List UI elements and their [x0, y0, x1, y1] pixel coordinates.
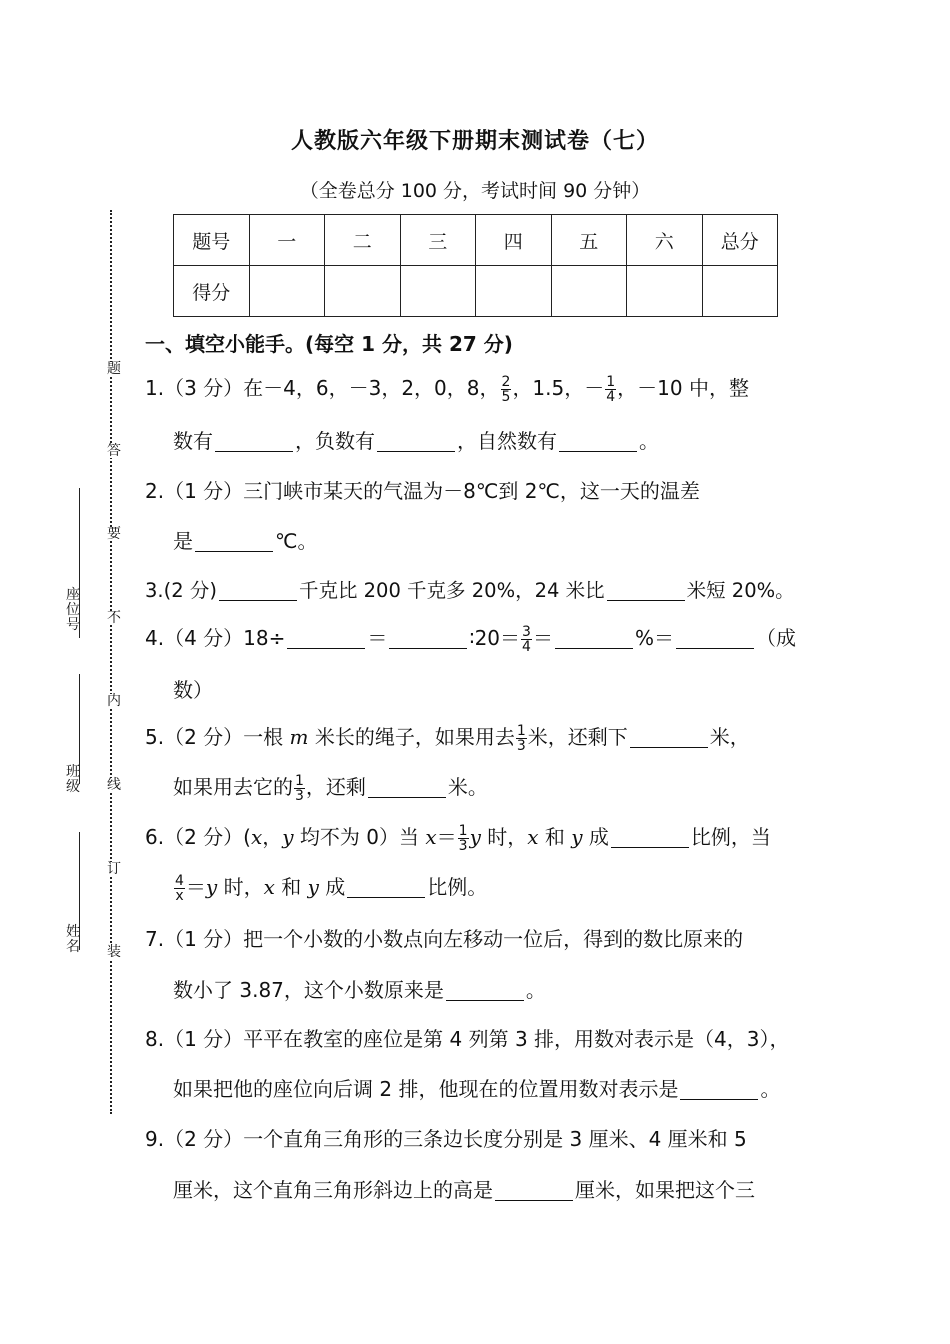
question-6-line-1: 6.（2 分）(x，y 均不为 0）当 x＝ $\frac{1}{3}$ y 时，x 和 y 成 比例，当 [145, 823, 771, 854]
score-header-cell: 总分 [702, 215, 778, 266]
answer-blank[interactable] [676, 626, 754, 649]
class-label: 班级 [66, 764, 80, 795]
question-9-line-2: 厘米，这个直角三角形斜边上的高是 厘米，如果把这个三 [173, 1178, 755, 1202]
answer-blank[interactable] [219, 578, 297, 601]
score-cell[interactable] [476, 266, 552, 317]
name-label: 姓名 [66, 924, 80, 955]
score-cell[interactable] [627, 266, 703, 317]
score-table-score-row [174, 266, 778, 317]
question-7-line-2: 数小了 3.87，这个小数原来是 。 [173, 978, 546, 1002]
score-header-cell: 五 [551, 215, 627, 266]
answer-blank[interactable] [611, 825, 689, 848]
answer-blank[interactable] [446, 978, 524, 1001]
question-8-line-1: 8.（1 分）平平在教室的座位是第 4 列第 3 排，用数对表示是（4，3）， [145, 1027, 790, 1051]
score-cell[interactable] [702, 266, 778, 317]
answer-blank[interactable] [630, 725, 708, 748]
binding-char: 线 [104, 778, 124, 792]
question-7-line-1: 7.（1 分）把一个小数的小数点向左移动一位后，得到的数比原来的 [145, 927, 744, 951]
question-3: 3.(2 分) 千克比 200 千克多 20%，24 米比 米短 20%。 [145, 579, 795, 602]
score-header-cell: 题号 [174, 215, 250, 266]
question-5-line-1: 5.（2 分）一根 m 米长的绳子，如果用去 $\frac{1}{3}$ 米，还剩下 米， [145, 723, 750, 754]
question-4-line-1: 4.（4 分）18÷ ＝ ∶20＝ $\frac{3}{4}$ ＝ %＝ （成 [145, 624, 796, 655]
answer-blank[interactable] [195, 529, 273, 552]
score-cell[interactable] [325, 266, 401, 317]
question-5-line-2: 如果用去它的 $\frac{1}{3}$ ，还剩 米。 [173, 773, 488, 804]
score-table [173, 214, 778, 317]
fraction: $\frac{1}{3}$ [458, 823, 468, 854]
binding-char: 装 [104, 945, 124, 959]
binding-char: 内 [104, 694, 124, 708]
question-1-line-2: 数有 ，负数有 ，自然数有 。 [173, 429, 659, 453]
answer-blank[interactable] [287, 626, 365, 649]
seat-number-label: 座位号 [66, 587, 80, 633]
page-title: 人教版六年级下册期末测试卷（七） [290, 129, 659, 154]
answer-blank[interactable] [347, 875, 425, 898]
score-header-cell: 一 [249, 215, 325, 266]
fraction: $\frac{3}{4}$ [522, 624, 531, 655]
score-header-cell: 四 [476, 215, 552, 266]
score-cell[interactable] [249, 266, 325, 317]
answer-blank[interactable] [607, 578, 685, 601]
question-8-line-2: 如果把他的座位向后调 2 排，他现在的位置用数对表示是 。 [173, 1077, 781, 1101]
question-4-line-2: 数） [173, 678, 213, 702]
score-header-cell: 二 [325, 215, 401, 266]
question-2-line-2: 是 ℃。 [173, 529, 318, 553]
score-cell[interactable] [400, 266, 476, 317]
question-1-line-1: 1.（3 分）在－4，6，－3，2，0，8， $\frac{2}{5}$ ，1.5，－ $\frac{1}{4}$ ，－10 中，整 [145, 374, 749, 405]
question-6-line-2: $\frac{4}{x}$ ＝y 时，x 和 y 成 比例。 [175, 873, 488, 904]
answer-blank[interactable] [555, 626, 633, 649]
binding-char: 要 [104, 527, 124, 541]
score-header-cell: 三 [400, 215, 476, 266]
binding-char: 不 [104, 611, 124, 625]
answer-blank[interactable] [680, 1077, 758, 1100]
fraction: $\frac{1}{3}$ [295, 773, 304, 804]
answer-blank[interactable] [559, 429, 637, 452]
binding-dotted-line [110, 210, 112, 1114]
fraction: $\frac{1}{3}$ [516, 723, 526, 754]
score-cell[interactable] [551, 266, 627, 317]
binding-char: 答 [104, 444, 124, 458]
question-9-line-1: 9.（2 分）一个直角三角形的三条边长度分别是 3 厘米、4 厘米和 5 [145, 1127, 747, 1151]
score-row-label: 得分 [174, 266, 250, 317]
fraction: $\frac{1}{4}$ [606, 374, 616, 405]
page-subtitle: （全卷总分 100 分，考试时间 90 分钟） [299, 180, 651, 202]
score-table-header-row [174, 215, 778, 266]
fraction: $\frac{2}{5}$ [501, 374, 511, 405]
fraction: $\frac{4}{x}$ [175, 873, 184, 904]
answer-blank[interactable] [389, 626, 467, 649]
question-2-line-1: 2.（1 分）三门峡市某天的气温为－8℃到 2℃，这一天的温差 [145, 479, 700, 503]
answer-blank[interactable] [377, 429, 455, 452]
score-header-cell: 六 [627, 215, 703, 266]
answer-blank[interactable] [495, 1178, 573, 1201]
answer-blank[interactable] [368, 775, 446, 798]
section-heading: 一、填空小能手。(每空 1 分，共 27 分) [145, 332, 513, 356]
binding-char: 订 [104, 862, 124, 876]
binding-char: 题 [104, 362, 124, 376]
answer-blank[interactable] [215, 429, 293, 452]
